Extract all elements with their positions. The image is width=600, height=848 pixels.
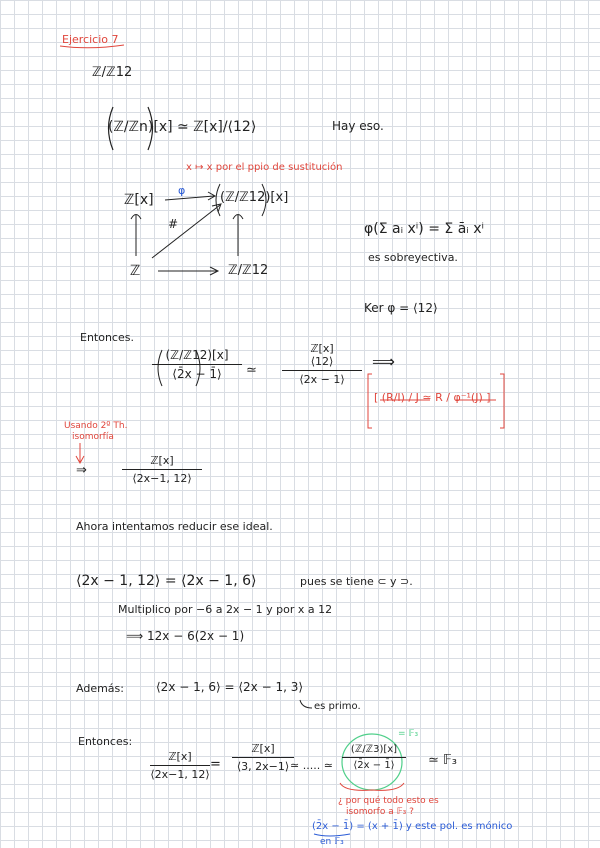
page-title: Ejercicio 7 — [62, 33, 119, 46]
green-note: = 𝔽₃ — [398, 729, 419, 739]
fraction-f3 — [342, 744, 406, 771]
entonces-label-1: Entonces. — [80, 331, 134, 344]
ahora-text: Ahora intentamos reducir ese ideal. — [76, 520, 273, 533]
red-question-2: isomorfo a 𝔽₃ ? — [346, 807, 414, 817]
equals-sign: = — [210, 757, 221, 772]
prime-note: es primo. — [314, 701, 361, 712]
ideal-equation: ⟨2x − 1, 12⟩ = ⟨2x − 1, 6⟩ — [76, 573, 257, 589]
hash-mark: # — [168, 217, 179, 231]
fraction-f1-den: ⟨2x−1, 12⟩ — [150, 768, 210, 781]
red-note-line2: isomorfía — [72, 432, 114, 442]
red-note-line1: Usando 2º Th. — [64, 421, 128, 431]
fraction-f2-num: ℤ[x] — [251, 742, 275, 755]
kernel-note: Ker φ = ⟨12⟩ — [364, 301, 438, 315]
multiply-note: Multiplico por −6 a 2x − 1 y por x a 12 — [118, 603, 333, 616]
fraction-f2 — [232, 742, 294, 773]
fraction-rhs — [282, 342, 362, 386]
fraction-rhs-den: ⟨2x − 1⟩ — [299, 373, 345, 386]
final-result: ≃ 𝔽₃ — [428, 753, 457, 768]
diagram-top-right: (ℤ/ℤ12)[x] — [220, 190, 289, 205]
ademas-equation: ⟨2x − 1, 6⟩ = ⟨2x − 1, 3⟩ — [156, 680, 304, 694]
fraction-lhs-den: ⟨2̄x − 1̄⟩ — [172, 367, 222, 381]
fraction-f3-den: ⟨2̄x − 1̄⟩ — [353, 760, 395, 771]
fraction-rhs-num-top: ℤ[x] — [310, 342, 334, 355]
red-question-1: ¿ por qué todo esto es — [338, 796, 439, 806]
fraction-result1-den: ⟨2x−1, 12⟩ — [132, 472, 192, 485]
phi-definition: φ(Σ aᵢ xⁱ) = Σ āᵢ xⁱ — [364, 221, 485, 237]
fraction-lhs — [152, 348, 242, 381]
diagram-bottom-left: ℤ — [130, 263, 141, 279]
subject: ℤ/ℤ12 — [92, 65, 133, 80]
blue-note: (2̄x − 1̄) = (x + 1̄) y este pol. es mónico — [312, 821, 513, 832]
phi-label: φ — [178, 184, 186, 197]
fraction-lhs-num: (ℤ/ℤ12)[x] — [165, 348, 229, 362]
ademas-label: Además: — [76, 682, 124, 695]
fraction-f1-num: ℤ[x] — [168, 750, 192, 763]
fraction-rhs-num-bot: ⟨12⟩ — [310, 355, 334, 368]
note-hay-eso: Hay eso. — [332, 119, 384, 133]
approx-symbol: ≃ — [246, 363, 257, 378]
second-iso-theorem: [ (R/I) / J ≃ R / φ⁻¹(J) ] — [374, 391, 491, 404]
calc-line: ⟹ 12x − 6(2x − 1) — [126, 629, 245, 643]
approx-chain: ≃ ..... ≃ — [290, 759, 333, 772]
surjective-note: es sobreyectiva. — [368, 251, 458, 264]
diagram-top-left: ℤ[x] — [124, 192, 154, 208]
iso-statement: (ℤ/ℤn)[x] ≃ ℤ[x]/⟨12⟩ — [108, 119, 257, 135]
fraction-f1 — [150, 750, 210, 781]
fraction-result1-num: ℤ[x] — [150, 454, 174, 467]
ideal-reason: pues se tiene ⊂ y ⊃. — [300, 575, 413, 588]
fraction-f3-num: (ℤ/ℤ3)[x] — [350, 744, 398, 755]
fraction-result1 — [122, 454, 202, 485]
blue-subnote: en 𝔽₃ — [320, 837, 344, 847]
implies-arrow: ⟹ — [372, 352, 395, 371]
entonces-label-2: Entonces: — [78, 735, 133, 748]
fraction-f2-den: ⟨3, 2x−1⟩ — [236, 760, 290, 773]
diagram-bottom-right: ℤ/ℤ12 — [228, 263, 269, 278]
result-arrow: ⇒ — [76, 463, 87, 478]
red-substitution-note: x ↦ x por el ppio de sustitución — [186, 162, 343, 173]
